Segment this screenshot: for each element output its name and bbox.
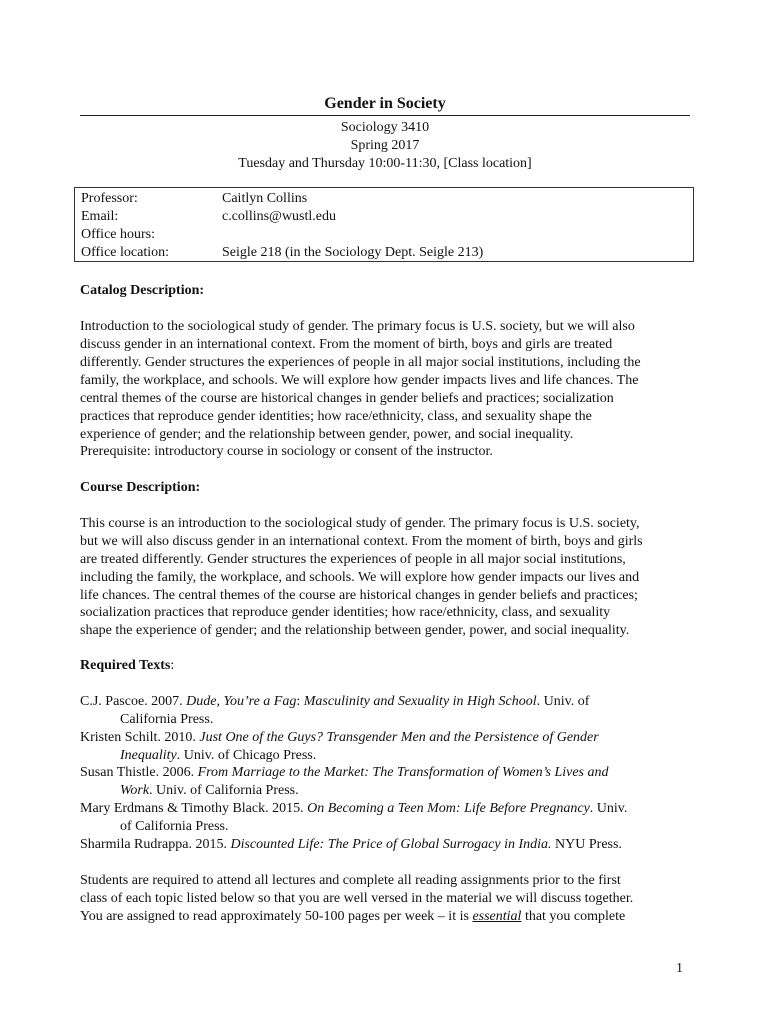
course-description-line: socialization practices that reproduce gender identities; how race/ethnicity, class, and sexuality <box>80 605 611 620</box>
course-description-line: including the family, the workplace, and schools. We will explore how gender impacts our lives and <box>80 570 640 585</box>
text-citation-cont <box>120 747 316 765</box>
citation-publisher: . Univ. of Chicago Press. <box>176 748 317 763</box>
course-description-heading: Course Description: <box>80 480 201 495</box>
text-citation <box>80 764 609 782</box>
required-texts-heading-text: Required Texts <box>80 658 171 673</box>
title-rule <box>80 115 690 116</box>
citation-author: Susan Thistle. 2006. <box>80 765 198 780</box>
professor-value: Caitlyn Collins <box>222 191 308 206</box>
citation-publisher: of California Press. <box>120 819 229 834</box>
catalog-line: Introduction to the sociological study of gender. The primary focus is U.S. society, but we will also <box>80 319 635 334</box>
office-location-value: Seigle 218 (in the Sociology Dept. Seigle 213) <box>222 245 484 260</box>
citation-title: Inequality <box>120 748 177 763</box>
citation-subtitle: Masculinity and Sexuality in High School <box>303 694 537 709</box>
citation-publisher: . Univ. of <box>536 694 590 709</box>
citation-title: Work <box>120 783 150 798</box>
catalog-line: Prerequisite: introductory course in sociology or consent of the instructor. <box>80 444 493 459</box>
required-texts-heading <box>80 657 174 675</box>
emphasis-essential: essential <box>472 909 522 924</box>
closing-line: class of each topic listed below so that you are well versed in the material we will discuss together. <box>80 891 634 906</box>
text-citation <box>80 800 627 818</box>
catalog-heading: Catalog Description: <box>80 283 205 298</box>
citation-title: Discounted Life: The Price of Global Surrogacy in India. <box>230 837 552 852</box>
required-texts-heading-colon: : <box>170 658 175 673</box>
office-hours-label: Office hours: <box>81 227 155 242</box>
citation-title: From Marriage to the Market: The Transformation of Women’s Lives and <box>197 765 609 780</box>
catalog-line: family, the workplace, and schools. We will explore how gender impacts lives and life chances. The <box>80 373 639 388</box>
citation-author: Mary Erdmans & Timothy Black. 2015. <box>80 801 308 816</box>
text-citation <box>80 693 589 711</box>
text-citation <box>80 729 599 747</box>
catalog-line: discuss gender in an international context. From the moment of birth, boys and girls are treated <box>80 337 613 352</box>
text-citation-cont <box>120 782 299 800</box>
citation-publisher: California Press. <box>120 712 214 727</box>
closing-text: that you complete <box>521 909 626 924</box>
instructor-info-box <box>74 187 694 262</box>
citation-title: Just One of the Guys? Transgender Men and the Persistence of Gender <box>199 730 599 745</box>
citation-author: C.J. Pascoe. 2007. <box>80 694 187 709</box>
page-number: 1 <box>676 961 683 976</box>
citation-publisher: . Univ. of California Press. <box>149 783 299 798</box>
citation-title: Dude, You’re a Fag <box>186 694 297 709</box>
closing-text: You are assigned to read approximately 50-100 pages per week – it is <box>80 909 473 924</box>
catalog-line: experience of gender; and the relationship between gender, power, and social inequality. <box>80 427 574 442</box>
course-schedule: Tuesday and Thursday 10:00-11:30, [Class location] <box>238 156 532 171</box>
text-citation-cont <box>120 711 213 729</box>
course-number: Sociology 3410 <box>340 120 430 135</box>
text-citation-cont <box>120 818 228 836</box>
citation-author: Kristen Schilt. 2010. <box>80 730 200 745</box>
catalog-line: central themes of the course are historical changes in gender beliefs and practices; socialization <box>80 391 614 406</box>
citation-title: On Becoming a Teen Mom: Life Before Pregnancy <box>307 801 590 816</box>
catalog-line: differently. Gender structures the experiences of people in all major social institutions, including the <box>80 355 641 370</box>
closing-line: Students are required to attend all lectures and complete all reading assignments prior to the first <box>80 873 621 888</box>
course-description-line: life chances. The central themes of the course are historical changes in gender beliefs and practices; <box>80 588 638 603</box>
text-citation <box>80 836 622 854</box>
course-description-line: shape the experience of gender; and the relationship between gender, power, and social inequality. <box>80 623 630 638</box>
course-title: Gender in Society <box>324 95 446 112</box>
email-label: Email: <box>81 209 119 224</box>
catalog-line: practices that reproduce gender identities; how race/ethnicity, class, and sexuality shape the <box>80 409 592 424</box>
citation-publisher: . Univ. <box>589 801 628 816</box>
course-description-line: are treated differently. Gender structures the experiences of people in all major social institutions, <box>80 552 626 567</box>
citation-separator: : <box>296 694 304 709</box>
email-value[interactable]: c.collins@wustl.edu <box>222 209 336 224</box>
course-description-line: This course is an introduction to the sociological study of gender. The primary focus is U.S. society, <box>80 516 640 531</box>
closing-line <box>80 908 625 926</box>
citation-author: Sharmila Rudrappa. 2015. <box>80 837 231 852</box>
professor-label: Professor: <box>81 191 138 206</box>
citation-publisher: NYU Press. <box>551 837 622 852</box>
course-description-line: but we will also discuss gender in an international context. From the moment of birth, boys and girls <box>80 534 643 549</box>
office-location-label: Office location: <box>81 245 169 260</box>
course-term: Spring 2017 <box>350 138 420 153</box>
